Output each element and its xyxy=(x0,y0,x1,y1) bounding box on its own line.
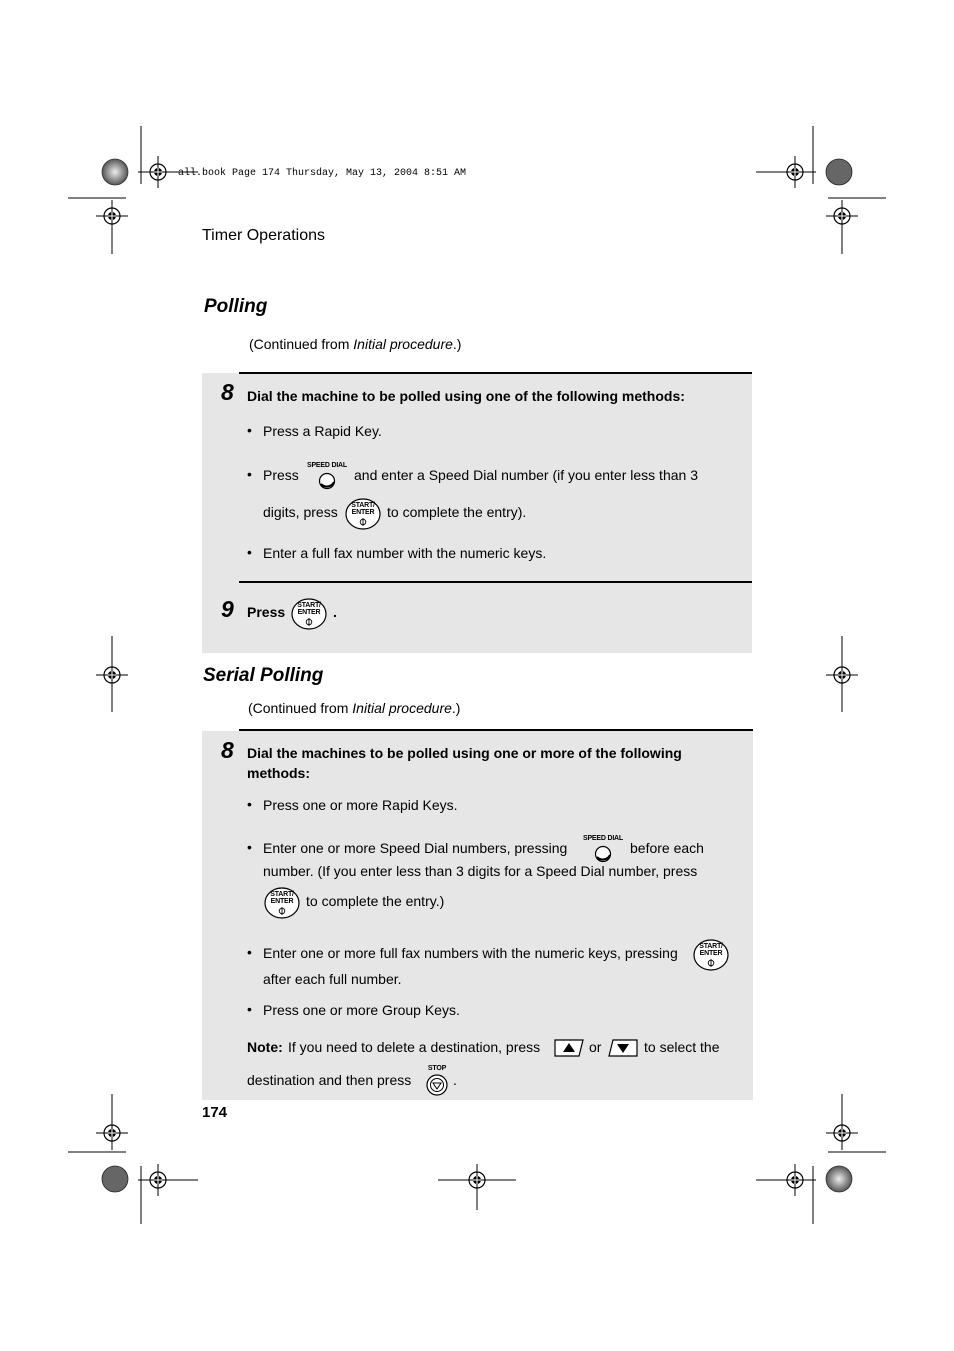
bullet: • xyxy=(247,796,252,812)
key-label: ENTER xyxy=(699,950,723,957)
key-label: SPEED DIAL xyxy=(306,462,347,469)
bullet-text: digits, press xyxy=(263,504,338,520)
print-info: all.book Page 174 Thursday, May 13, 2004 8:51 AM xyxy=(178,168,467,179)
note-text: . xyxy=(453,1072,457,1088)
key-label: ENTER xyxy=(351,509,375,516)
step-heading: Press xyxy=(247,604,286,620)
bullet-text: Press one or more Rapid Keys. xyxy=(263,797,458,813)
start-enter-key-icon xyxy=(263,886,301,920)
key-label: STOP xyxy=(427,1065,447,1072)
note-text: or xyxy=(589,1039,602,1055)
bullet-text: number. (If you enter less than 3 digits for a Speed Dial number, press xyxy=(263,863,698,879)
note-label: Note: xyxy=(247,1039,283,1055)
continued-prefix: (Continued from xyxy=(248,700,353,716)
bullet-text: before each xyxy=(630,840,704,856)
key-label: ENTER xyxy=(297,609,321,616)
step-heading: Dial the machine to be polled using one of the following methods: xyxy=(247,388,685,404)
step-number-8: 8 xyxy=(221,737,234,763)
bullet-text: Press one or more Group Keys. xyxy=(263,1002,460,1018)
section-title-serial-polling: Serial Polling xyxy=(203,665,324,686)
continued-note-serial xyxy=(248,700,460,716)
key-label: START/ xyxy=(270,891,294,898)
bullet-text: to complete the entry). xyxy=(387,504,527,520)
continued-prefix: (Continued from xyxy=(249,336,354,352)
key-label: START/ xyxy=(699,943,723,950)
bullet: • xyxy=(247,944,252,960)
key-label: ENTER xyxy=(270,898,294,905)
start-enter-key-icon xyxy=(344,497,382,531)
key-label: START/ xyxy=(297,602,321,609)
bullet: • xyxy=(247,544,252,560)
step-number-9: 9 xyxy=(221,596,234,622)
bullet-text: Enter one or more Speed Dial numbers, pressing xyxy=(263,840,568,856)
stop-key-icon xyxy=(422,1065,452,1097)
page-number: 174 xyxy=(202,1104,228,1121)
step-number-8: 8 xyxy=(221,379,234,405)
note-text: If you need to delete a destination, press xyxy=(288,1039,541,1055)
running-header: Timer Operations xyxy=(202,227,325,244)
bullet-text: to complete the entry.) xyxy=(306,893,445,909)
serial-step8-rule xyxy=(239,729,753,731)
bullet: • xyxy=(247,839,252,855)
bullet-text: Press a Rapid Key. xyxy=(263,423,382,439)
bullet: • xyxy=(247,466,252,482)
polling-step9-rule xyxy=(239,581,752,583)
step-heading: Dial the machines to be polled using one or more of the following xyxy=(247,745,682,761)
down-arrow-key-icon xyxy=(607,1038,639,1058)
up-arrow-key-icon xyxy=(553,1038,585,1058)
start-enter-key-icon xyxy=(290,597,328,631)
note-text: to select the xyxy=(644,1039,720,1055)
continued-link: Initial procedure xyxy=(352,700,452,716)
bullet-text: after each full number. xyxy=(263,971,402,987)
bullet-text: Press xyxy=(263,467,299,483)
polling-step8-rule xyxy=(239,372,752,374)
step-heading: methods: xyxy=(247,765,310,781)
continued-suffix: .) xyxy=(451,700,461,716)
bullet: • xyxy=(247,422,252,438)
key-label: START/ xyxy=(351,502,375,509)
bullet-text: and enter a Speed Dial number (if you enter less than 3 xyxy=(354,467,698,483)
key-label: SPEED DIAL xyxy=(582,835,623,842)
bullet-text: Enter a full fax number with the numeric keys. xyxy=(263,545,547,561)
bullet-text: Enter one or more full fax numbers with the numeric keys, pressing xyxy=(263,945,678,961)
note-text: destination and then press xyxy=(247,1072,412,1088)
continued-note-polling xyxy=(249,336,461,352)
speed-dial-key-icon xyxy=(582,835,624,863)
bullet: • xyxy=(247,1001,252,1017)
start-enter-key-icon xyxy=(692,938,730,972)
continued-link: Initial procedure xyxy=(353,336,453,352)
step-period: . xyxy=(333,604,337,620)
continued-suffix: .) xyxy=(452,336,462,352)
speed-dial-key-icon xyxy=(306,462,348,490)
section-title-polling: Polling xyxy=(204,296,268,317)
